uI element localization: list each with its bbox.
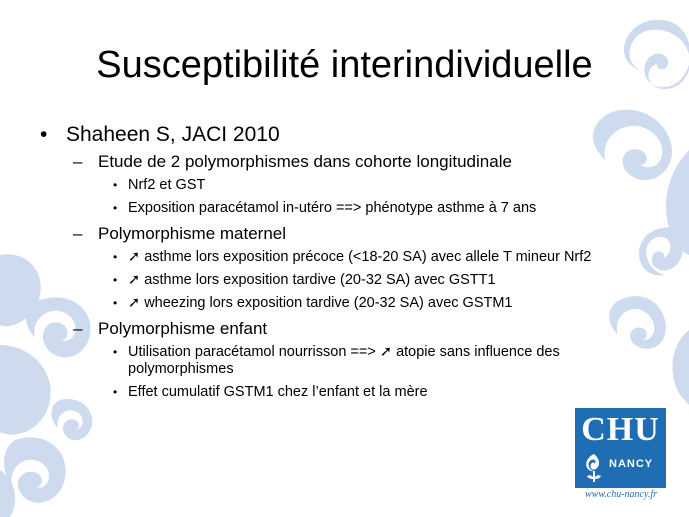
slide-content xyxy=(40,122,650,407)
bullet-dot-icon: • xyxy=(113,273,118,287)
list-item xyxy=(40,295,650,312)
chu-nancy-logo xyxy=(575,408,666,488)
bullet-dot-icon: • xyxy=(113,345,118,359)
bullet-dot-icon: • xyxy=(113,201,118,215)
list-item xyxy=(40,344,650,378)
list-item xyxy=(40,200,650,217)
list-item-text: atopie sans influence des polymorphismes xyxy=(128,344,560,377)
section-heading xyxy=(40,151,650,173)
list-item-text: asthme lors exposition précoce (<18-20 SA) avec allele T mineur Nrf2 xyxy=(144,249,592,265)
section-heading xyxy=(40,318,650,340)
list-item-text: Exposition paracétamol in-utéro ==> phénotype asthme à 7 ans xyxy=(128,200,537,216)
up-arrow-icon: ➚ xyxy=(128,295,141,311)
bullet-dash-icon: – xyxy=(73,224,83,243)
list-item-text: wheezing lors exposition tardive (20-32 SA) avec GSTM1 xyxy=(144,295,513,311)
list-item xyxy=(40,272,650,289)
section-heading-text: Polymorphisme maternel xyxy=(98,224,287,243)
bullet-reference xyxy=(40,122,650,148)
reference-text: Shaheen S, JACI 2010 xyxy=(66,123,280,146)
bullet-dot-icon: • xyxy=(113,250,118,264)
list-item-text: asthme lors exposition tardive (20-32 SA) avec GSTT1 xyxy=(144,272,496,288)
list-item xyxy=(40,249,650,266)
bullet-dot-icon: • xyxy=(40,123,48,146)
up-arrow-icon: ➚ xyxy=(379,344,393,360)
bullet-dot-icon: • xyxy=(113,178,118,192)
slide-title: Susceptibilité interindividuelle xyxy=(96,44,593,86)
logo-chu-text: CHU xyxy=(581,411,660,448)
up-arrow-icon: ➚ xyxy=(128,249,141,265)
list-item xyxy=(40,177,650,194)
bullet-dash-icon: – xyxy=(73,319,83,338)
list-item-text: Nrf2 et GST xyxy=(128,177,206,193)
list-item-text: Utilisation paracétamol nourrisson ==> xyxy=(128,344,376,360)
up-arrow-icon: ➚ xyxy=(128,272,141,288)
logo-nancy-text: NANCY xyxy=(609,458,654,470)
section-heading-text: Polymorphisme enfant xyxy=(98,319,268,338)
section-heading-text: Etude de 2 polymorphismes dans cohorte longitudinale xyxy=(98,152,512,171)
thistle-icon xyxy=(581,452,607,484)
logo-url: www.chu-nancy.fr xyxy=(584,489,658,500)
list-item-text: Effet cumulatif GSTM1 chez l’enfant et la mère xyxy=(128,384,428,400)
list-item xyxy=(40,384,650,401)
bullet-dot-icon: • xyxy=(113,385,118,399)
section-heading xyxy=(40,223,650,245)
bullet-dot-icon: • xyxy=(113,296,118,310)
bullet-dash-icon: – xyxy=(73,152,83,171)
